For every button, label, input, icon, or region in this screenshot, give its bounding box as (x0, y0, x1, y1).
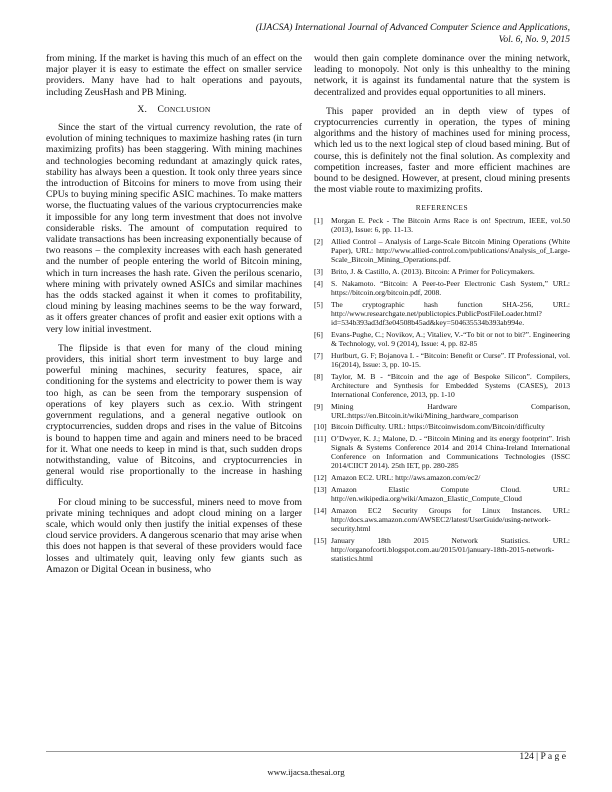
reference-number: [6] (314, 329, 323, 339)
section-title-initial: C (157, 103, 165, 115)
running-header (256, 22, 570, 46)
reference-text: Evans-Pughe, C.; Novikov, A.; Vitaliev, V.-“To bit or not to bit?”. Engineering & Technology, vol. 9 (2014), Issue: 4, pp. 82-85 (331, 329, 570, 348)
reference-item (314, 216, 570, 234)
reference-item (314, 402, 570, 420)
reference-number: [3] (314, 267, 323, 277)
references-heading: REFERENCES (415, 203, 469, 213)
reference-text: Amazon EC2. URL: http://aws.amazon.com/ec2/ (331, 473, 481, 483)
section-heading (46, 104, 302, 115)
reference-number: [7] (314, 350, 323, 360)
reference-item (314, 434, 570, 470)
reference-item (314, 536, 570, 563)
reference-number: [12] (314, 473, 327, 483)
reference-item (314, 300, 570, 327)
reference-text: Taylor, M. B - “Bitcoin and the age of Bespoke Silicon”. Compilers, Architecture and Synthesis for Embedded Systems (CASES), 2013 International Conference, 2013, pp. 1-10 (331, 371, 570, 399)
reference-number: [9] (314, 401, 323, 411)
journal-name: (IJACSA) International Journal of Advanced Computer Science and Applications, (255, 22, 570, 33)
reference-text: The cryptographic hash function SHA-256, URL: http://www.researchgate.net/publictopics.PublicPostFileLoader.html?id=534b393ad3df3e04508b45ad&key=504635534b393ab994e. (331, 300, 570, 327)
reference-item (314, 237, 570, 264)
reference-text: Mining Hardware Comparison, URL:https://en.Bitcoin.it/wiki/Mining_hardware_comparison (331, 401, 570, 420)
reference-number: [10] (314, 422, 327, 432)
reference-list (314, 216, 570, 562)
reference-text: Morgan E. Peck - The Bitcoin Arms Race is on! Spectrum, IEEE, vol.50 (2013), Issue: 6, pp. 11-13. (331, 216, 570, 235)
reference-item (314, 372, 570, 399)
reference-text: Hurlburt, G. F; Bojanova I. - “Bitcoin: Benefit or Curse”. IT Professional, vol. 16(2014), Issue: 3, pp. 10-15. (331, 350, 570, 369)
reference-text: O’Dwyer, K. J.; Malone, D. - “Bitcoin Mining and its energy footprint”. Irish Signals & Systems Conference 2014 and 2014 China-Ireland International Conference on Information and Communications Technologies (ISSC 2014/CIICT 2014). 25th IET, pp. 280-285 (331, 434, 570, 471)
section-title-rest: ONCLUSION (164, 104, 211, 114)
footer-url[interactable]: www.ijacsa.thesai.org (267, 767, 345, 777)
conclusion-paragraph-3: For cloud mining to be successful, miners need to move from private mining techniques and adopt cloud mining on a larger scale, which would only then justify the initial expenses of these cloud service providers. A dangerous scenario that may arise when this does not happen is that several of these providers would face losses and ultimately quit, leaving only few giants such as Amazon or Digital Ocean in business, who (46, 496, 302, 575)
reference-number: [15] (314, 535, 327, 545)
reference-item (314, 330, 570, 348)
reference-number: [1] (314, 216, 323, 226)
reference-text: Allied Control – Analysis of Large-Scale Bitcoin Mining Operations (White Paper), URL: http://www.allied-control.com/publications/Analysis_of_Large-Scale_Bitcoin_Mining_Operations.pdf. (331, 237, 570, 265)
reference-item (314, 267, 570, 276)
conclusion-paragraph-2: The flipside is that even for many of the cloud mining providers, this initial short term investment to buy large and powerful mining machines, security features, space, air conditioning for the systems and electricity to power them is way too high, as can be seen from the temporary suspension of operations of key players such as cex.io. With stringent government regulations, and a general negative outlook on cryptocurrencies, sudden drops and rises in the value of Bitcoins is bound to happen time and again and miners need to be braced for it. What one needs to keep in mind is that, such sudden drops notwithstanding, value of Bitcoins, and cryptocurrencies in general would rise proportionally to the increase in hashing difficulty. (46, 342, 302, 489)
reference-item (314, 506, 570, 533)
conclusion-paragraph-4: This paper provided an in depth view of types of cryptocurrencies currently in operation, the types of mining algorithms and the history of machines used for mining process, which led us to the next logical step of cloud based mining. But of course, this is definitely not the final solution. As complexity and competition increases, faster and more efficient machines are bound to be designed. However, at present, cloud mining presents the most viable route to maximizing profits. (314, 105, 570, 196)
conclusion-paragraph-1: Since the start of the virtual currency revolution, the rate of evolution of mining techniques to maximize hashing rates (in turn maximizing profits) has been staggering. With mining machines and technologies becoming redundant at amazingly quick rates, stability has always been a question. It took only three years since the introduction of Bitcoins for miners to move from using their CPUs to buying mining specific ASIC machines. To make matters worse, the fluctuating values of the various cryptocurrencies make it impossible for any long term investment that does not involve considerable risks. The amount of computation required to validate transactions has been increasing exponentially because of two reasons – the complexity increases with each hash generated and the number of people entering the world of Bitcoin mining, which in turn increases the hash rate. Given the perilous scenario, where mining with privately owned ASICs and similar machines has the odds stacked against it when it comes to profitability, cloud mining by leasing machines seems to be the way forward, as it offers greater chances of profit and easier exit options with a very low initial investment. (46, 122, 302, 335)
reference-text: January 18th 2015 Network Statistics. URL: http://organofcorti.blogspot.com.au/2015/01/january-18th-2015-network-statistics.html (331, 535, 570, 563)
reference-text: Amazon EC2 Security Groups for Linux Instances. URL: http://docs.aws.amazon.com/AWSEC2/latest/UserGuide/using-network-security.html (331, 506, 570, 534)
reference-number: [2] (314, 237, 323, 247)
reference-number: [13] (314, 485, 327, 495)
reference-text: Brito, J. & Castillo, A. (2013). Bitcoin: A Primer for Policymakers. (331, 267, 535, 277)
reference-number: [14] (314, 506, 327, 516)
reference-number: [5] (314, 300, 323, 309)
paragraph-continued: from mining. If the market is having this much of an effect on the major player it is easy to estimate the effect on smaller service providers. Many have had to halt operations and payouts, including ZeusHash and PB Mining. (46, 53, 302, 98)
reference-item (314, 422, 570, 431)
reference-item (314, 351, 570, 369)
reference-text: S. Nakamoto. “Bitcoin: A Peer-to-Peer Electronic Cash System,” URL: https://bitcoin.org/bitcoin.pdf, 2008. (331, 279, 570, 298)
reference-number: [11] (314, 434, 327, 444)
left-column (46, 53, 302, 575)
reference-item (314, 485, 570, 503)
section-number: X. (137, 103, 148, 115)
page-number: 124 | P a g e (519, 751, 566, 762)
footer-divider (46, 751, 566, 752)
reference-number: [8] (314, 371, 323, 381)
reference-number: [4] (314, 279, 323, 289)
reference-item (314, 279, 570, 297)
right-column (314, 53, 570, 566)
reference-item (314, 473, 570, 482)
journal-volume: Vol. 6, No. 9, 2015 (498, 34, 570, 45)
paragraph-continued-right: would then gain complete dominance over the mining network, leading to monopoly. Not only is this unhealthy to the mining network, it is against its fundamental nature that the system is decentralized and provides equal opportunities to all miners. (314, 53, 570, 98)
reference-text: Amazon Elastic Compute Cloud. URL: http://en.wikipedia.org/wiki/Amazon_Elastic_Compute_Cloud (331, 485, 570, 504)
reference-text: Bitcoin Difficulty. URL: https://Bitcoinwisdom.com/Bitcoin/difficulty (331, 422, 545, 432)
